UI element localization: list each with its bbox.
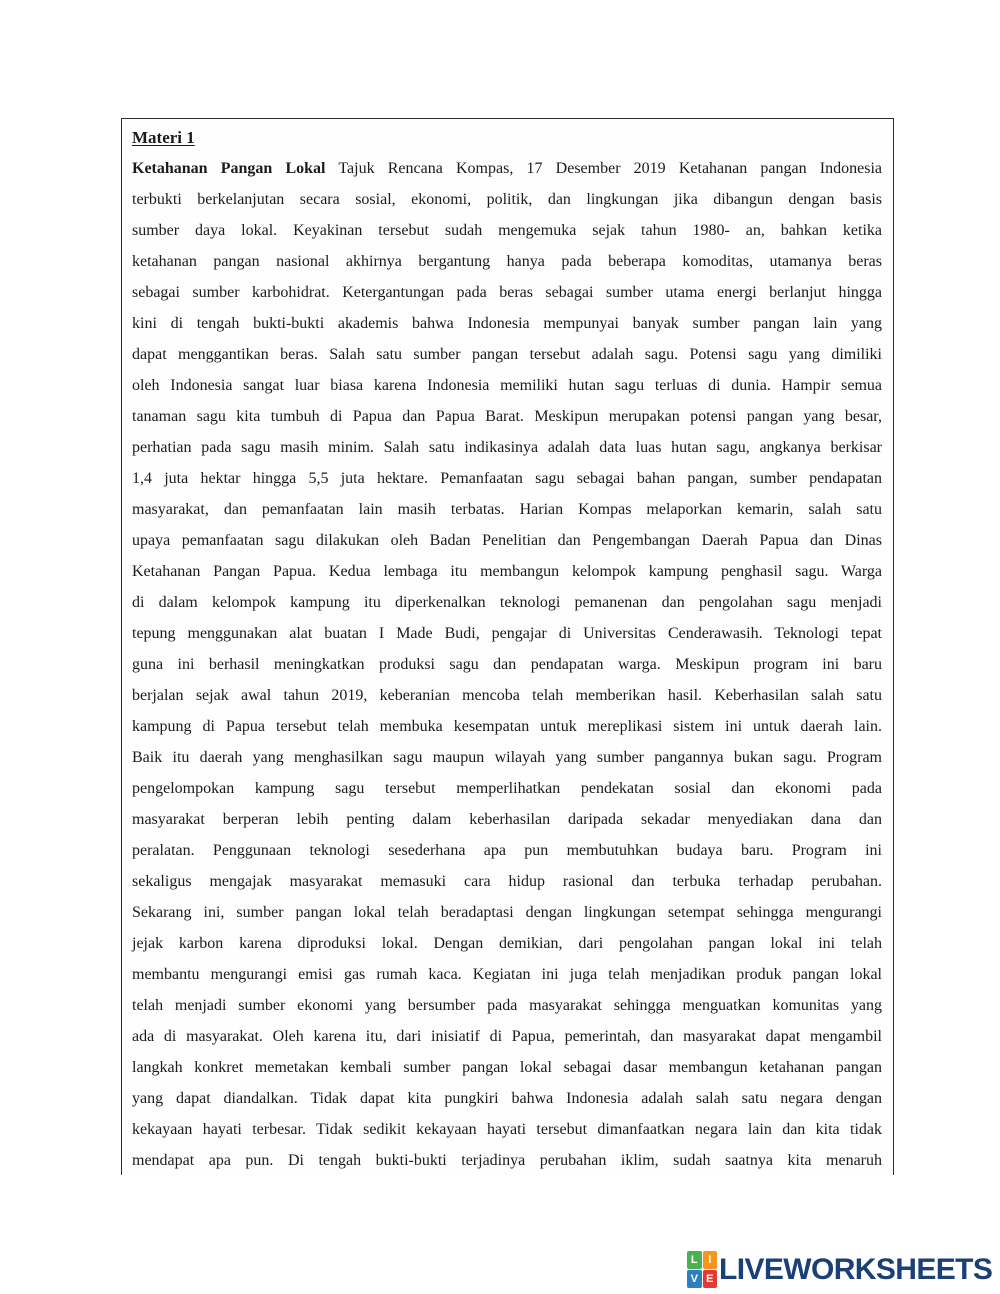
text-line: telah menjadi sumber ekonomi yang bersumber pada masyarakat sehingga menguatkan komunitas yang: [132, 997, 882, 1014]
text-line: upaya pemanfaatan sagu dilakukan oleh Badan Penelitian dan Pengembangan Daerah Papua dan Dinas: [132, 532, 882, 549]
brand-wordmark: LIVEWORKSHEETS: [719, 1253, 993, 1286]
text-line: terbukti berkelanjutan secara sosial, ekonomi, politik, dan lingkungan jika dibangun dengan basis: [132, 191, 882, 208]
text-line: Sekarang ini, sumber pangan lokal telah beradaptasi dengan lingkungan setempat sehingga mengurangi: [132, 904, 882, 921]
text-line: peralatan. Penggunaan teknologi sesederhana apa pun membutuhkan budaya baru. Program ini: [132, 842, 882, 859]
text-line: membantu mengurangi emisi gas rumah kaca. Kegiatan ini juga telah menjadikan produk pangan lokal: [132, 966, 882, 983]
liveworksheets-logo-icon: [687, 1251, 717, 1288]
text-line: Baik itu daerah yang menghasilkan sagu maupun wilayah yang sumber pangannya bukan sagu. Program: [132, 749, 882, 766]
text-line: ketahanan pangan nasional akhirnya bergantung hanya pada beberapa komoditas, utamanya beras: [132, 253, 882, 270]
i-tile-icon: I: [703, 1251, 718, 1269]
text-line: yang dapat diandalkan. Tidak dapat kita pungkiri bahwa Indonesia adalah salah satu negara dengan: [132, 1090, 882, 1107]
text-line: oleh Indonesia sangat luar biasa karena Indonesia memiliki hutan sagu terluas di dunia. Hampir semua: [132, 377, 882, 394]
text-line: pengelompokan kampung sagu tersebut memperlihatkan pendekatan sosial dan ekonomi pada: [132, 780, 882, 797]
text-line: Ketahanan Pangan Papua. Kedua lembaga itu membangun kelompok kampung penghasil sagu. Warga: [132, 563, 882, 580]
text-line: kampung di Papua tersebut telah membuka kesempatan untuk mereplikasi sistem ini untuk daerah lain.: [132, 718, 882, 735]
text-line-first-rest: Tajuk Rencana Kompas, 17 Desember 2019 Ketahanan pangan Indonesia: [325, 160, 883, 177]
text-line: mendapat apa pun. Di tengah bukti-bukti terjadinya perubahan iklim, sudah saatnya kita menaruh: [132, 1152, 882, 1169]
text-line: dapat menggantikan beras. Salah satu sumber pangan tersebut adalah sagu. Potensi sagu yang dimiliki: [132, 346, 882, 363]
text-line: langkah konkret memetakan kembali sumber pangan lokal sebagai dasar membangun ketahanan pangan: [132, 1059, 882, 1076]
article-text: [132, 184, 882, 1175]
text-line: tepung menggunakan alat buatan I Made Budi, pengajar di Universitas Cenderawasih. Teknologi tepat: [132, 625, 882, 642]
text-line: sumber daya lokal. Keyakinan tersebut sudah mengemuka sejak tahun 1980- an, bahkan ketika: [132, 222, 882, 239]
text-line: sebagai sumber karbohidrat. Ketergantungan pada beras sebagai sumber utama energi berlanjut hingga: [132, 284, 882, 301]
text-line: kini di tengah bukti-bukti akademis bahwa Indonesia mempunyai banyak sumber pangan lain yang: [132, 315, 882, 332]
e-tile-icon: E: [703, 1270, 718, 1288]
liveworksheets-brand-link[interactable]: [687, 1251, 992, 1288]
section-heading: Materi 1: [132, 128, 195, 147]
text-line: di dalam kelompok kampung itu diperkenalkan teknologi pemanenan dan pengolahan sagu menjadi: [132, 594, 882, 611]
text-line: ada di masyarakat. Oleh karena itu, dari inisiatif di Papua, pemerintah, dan masyarakat dapat mengambil: [132, 1028, 882, 1045]
text-line: berjalan sejak awal tahun 2019, keberanian mencoba telah memberikan hasil. Keberhasilan salah satu: [132, 687, 882, 704]
l-tile-icon: L: [687, 1251, 702, 1269]
text-line: masyarakat, dan pemanfaatan lain masih terbatas. Harian Kompas melaporkan kemarin, salah satu: [132, 501, 882, 518]
text-line-first: [132, 153, 882, 184]
article-title: Ketahanan Pangan Lokal: [132, 160, 326, 177]
text-line: tanaman sagu kita tumbuh di Papua dan Papua Barat. Meskipun merupakan potensi pangan yang besar,: [132, 408, 882, 425]
text-line: kekayaan hayati terbesar. Tidak sedikit kekayaan hayati tersebut dimanfaatkan negara lain dan kita tidak: [132, 1121, 882, 1138]
text-line: masyarakat berperan lebih penting dalam keberhasilan daripada sekadar menyediakan dana dan: [132, 811, 882, 828]
text-line: perhatian pada sagu masih minim. Salah satu indikasinya adalah data luas hutan sagu, angkanya berkisar: [132, 439, 882, 456]
worksheet-document: [121, 118, 894, 1175]
text-line: guna ini berhasil meningkatkan produksi sagu dan pendapatan warga. Meskipun program ini baru: [132, 656, 882, 673]
text-line: sekaligus mengajak masyarakat memasuki cara hidup rasional dan terbuka terhadap perubahan.: [132, 873, 882, 890]
text-line: jejak karbon karena diproduksi lokal. Dengan demikian, dari pengolahan pangan lokal ini telah: [132, 935, 882, 952]
text-line: 1,4 juta hektar hingga 5,5 juta hektare. Pemanfaatan sagu sebagai bahan pangan, sumber pendapatan: [132, 470, 882, 487]
v-tile-icon: V: [687, 1270, 702, 1288]
